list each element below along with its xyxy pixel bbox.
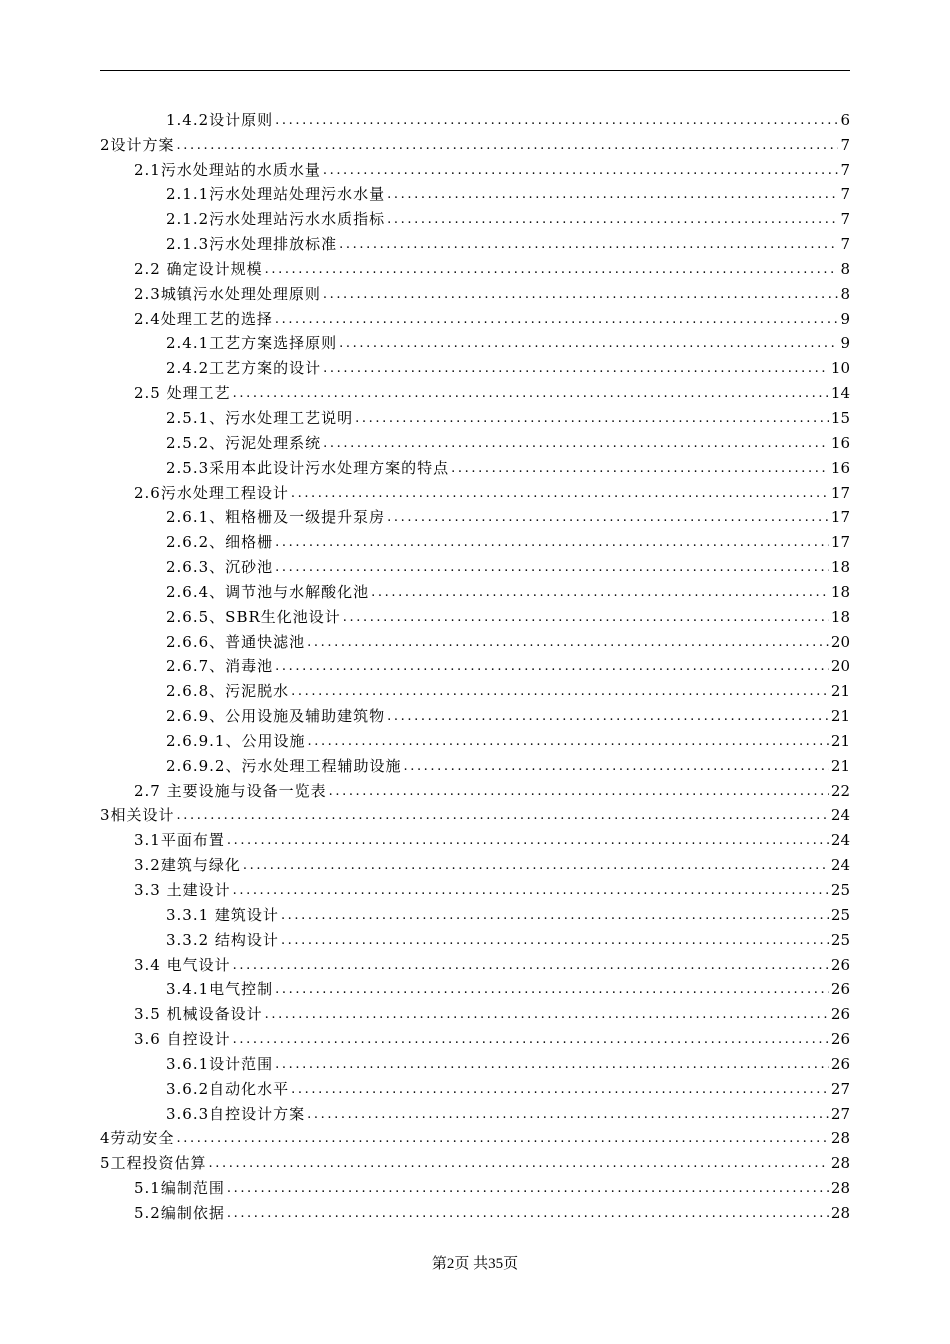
toc-dot-leader xyxy=(329,783,829,801)
toc-entry-page-number: 10 xyxy=(830,359,850,378)
toc-dot-leader xyxy=(291,1081,829,1099)
toc-dot-leader xyxy=(233,1031,829,1049)
toc-dot-leader xyxy=(323,360,829,378)
toc-entry[interactable] xyxy=(100,378,850,403)
toc-entry-title: 2.6.5、SBR生化池设计 xyxy=(166,607,341,626)
toc-entry-page-number: 24 xyxy=(830,856,850,875)
toc-entry[interactable] xyxy=(100,950,850,975)
toc-entry-title: 2.1.2污水处理站污水水质指标 xyxy=(166,210,386,229)
toc-dot-leader xyxy=(307,733,828,751)
toc-entry-title: 2.3城镇污水处理处理原则 xyxy=(134,284,321,303)
toc-entry-title: 2.2 确定设计规模 xyxy=(134,259,263,278)
toc-entry-title: 2.5.1、污水处理工艺说明 xyxy=(166,408,354,427)
toc-entry[interactable] xyxy=(100,403,850,428)
toc-entry[interactable] xyxy=(100,1198,850,1223)
toc-entry-title: 2.4.2工艺方案的设计 xyxy=(166,359,322,378)
toc-entry-page-number: 28 xyxy=(830,1129,850,1148)
toc-entry-title: 2.6.9.1、公用设施 xyxy=(166,731,306,750)
toc-entry[interactable] xyxy=(100,801,850,826)
toc-entry-page-number: 8 xyxy=(840,259,850,278)
toc-entry-title: 3.6.1设计范围 xyxy=(166,1054,274,1073)
toc-entry[interactable] xyxy=(100,353,850,378)
toc-entry-title: 3相关设计 xyxy=(100,806,175,825)
toc-entry-title: 2.6污水处理工程设计 xyxy=(134,483,289,502)
toc-entry-page-number: 21 xyxy=(830,707,850,726)
toc-entry[interactable] xyxy=(100,329,850,354)
toc-entry-page-number: 20 xyxy=(830,657,850,676)
toc-dot-leader xyxy=(451,460,829,478)
toc-entry-title: 3.6 自控设计 xyxy=(134,1030,231,1049)
toc-entry-page-number: 24 xyxy=(830,806,850,825)
toc-entry-page-number: 16 xyxy=(830,433,850,452)
toc-dot-leader xyxy=(371,584,829,602)
toc-dot-leader xyxy=(177,137,839,155)
toc-entry-title: 2.7 主要设施与设备一览表 xyxy=(134,781,327,800)
toc-entry-page-number: 9 xyxy=(840,334,850,353)
toc-entry-title: 2.1污水处理站的水质水量 xyxy=(134,160,321,179)
toc-dot-leader xyxy=(275,1056,829,1074)
toc-dot-leader xyxy=(275,981,829,999)
toc-dot-leader xyxy=(233,385,829,403)
toc-entry[interactable] xyxy=(100,229,850,254)
toc-entry[interactable] xyxy=(100,204,850,229)
toc-entry[interactable] xyxy=(100,726,850,751)
toc-dot-leader xyxy=(265,1006,829,1024)
toc-entry-page-number: 27 xyxy=(830,1079,850,1098)
toc-entry-title: 2.5 处理工艺 xyxy=(134,384,231,403)
toc-dot-leader xyxy=(291,485,829,503)
toc-entry-page-number: 18 xyxy=(830,582,850,601)
toc-entry-page-number: 25 xyxy=(830,930,850,949)
toc-entry[interactable] xyxy=(100,900,850,925)
toc-dot-leader xyxy=(323,286,839,304)
toc-entry-title: 2.1.1污水处理站处理污水水量 xyxy=(166,185,386,204)
toc-entry-title: 2.6.3、沉砂池 xyxy=(166,558,274,577)
toc-dot-leader xyxy=(281,907,829,925)
toc-entry-page-number: 17 xyxy=(830,483,850,502)
toc-entry-page-number: 26 xyxy=(830,955,850,974)
toc-entry-page-number: 7 xyxy=(840,235,850,254)
toc-dot-leader xyxy=(243,857,829,875)
toc-entry[interactable] xyxy=(100,180,850,205)
toc-entry[interactable] xyxy=(100,1049,850,1074)
toc-entry-title: 1.4.2设计原则 xyxy=(166,110,274,129)
toc-entry-title: 3.6.3自控设计方案 xyxy=(166,1104,306,1123)
toc-entry[interactable] xyxy=(100,155,850,180)
toc-entry-page-number: 8 xyxy=(840,284,850,303)
toc-entry[interactable] xyxy=(100,453,850,478)
toc-entry-title: 5.2编制依据 xyxy=(134,1203,225,1222)
toc-dot-leader xyxy=(355,410,829,428)
toc-entry-page-number: 24 xyxy=(830,831,850,850)
toc-entry[interactable] xyxy=(100,676,850,701)
toc-entry-page-number: 26 xyxy=(830,1005,850,1024)
toc-entry[interactable] xyxy=(100,850,850,875)
toc-entry[interactable] xyxy=(100,105,850,130)
toc-entry-title: 3.2建筑与绿化 xyxy=(134,856,241,875)
toc-entry[interactable] xyxy=(100,130,850,155)
toc-entry-page-number: 7 xyxy=(840,135,850,154)
toc-entry-title: 4劳动安全 xyxy=(100,1129,175,1148)
toc-dot-leader xyxy=(209,1155,829,1173)
toc-entry[interactable] xyxy=(100,1099,850,1124)
toc-entry[interactable] xyxy=(100,652,850,677)
toc-dot-leader xyxy=(387,186,838,204)
toc-entry[interactable] xyxy=(100,1148,850,1173)
toc-entry-title: 3.5 机械设备设计 xyxy=(134,1005,263,1024)
toc-dot-leader xyxy=(265,261,839,279)
toc-entry-page-number: 26 xyxy=(830,1030,850,1049)
toc-entry[interactable] xyxy=(100,999,850,1024)
toc-entry-title: 3.1平面布置 xyxy=(134,831,225,850)
toc-dot-leader xyxy=(339,236,838,254)
toc-dot-leader xyxy=(233,882,829,900)
toc-entry-title: 3.4 电气设计 xyxy=(134,955,231,974)
toc-entry-title: 2.4处理工艺的选择 xyxy=(134,309,273,328)
toc-entry[interactable] xyxy=(100,776,850,801)
toc-entry-page-number: 21 xyxy=(830,682,850,701)
toc-entry[interactable] xyxy=(100,701,850,726)
toc-entry-title: 2.6.7、消毒池 xyxy=(166,657,274,676)
toc-entry[interactable] xyxy=(100,1124,850,1149)
toc-entry[interactable] xyxy=(100,428,850,453)
toc-entry[interactable] xyxy=(100,1173,850,1198)
toc-entry-page-number: 20 xyxy=(830,632,850,651)
toc-entry[interactable] xyxy=(100,825,850,850)
toc-dot-leader xyxy=(291,683,829,701)
toc-dot-leader xyxy=(227,1180,829,1198)
toc-entry-page-number: 7 xyxy=(840,160,850,179)
toc-dot-leader xyxy=(387,211,838,229)
toc-dot-leader xyxy=(343,609,829,627)
toc-entry-title: 3.3 土建设计 xyxy=(134,881,231,899)
toc-entry[interactable] xyxy=(100,1074,850,1099)
toc-entry[interactable] xyxy=(100,1024,850,1049)
toc-dot-leader xyxy=(275,658,829,676)
toc-entry[interactable] xyxy=(100,875,850,900)
toc-entry-title: 2.1.3污水处理排放标准 xyxy=(166,235,338,254)
toc-entry-title: 2.5.3采用本此设计污水处理方案的特点 xyxy=(166,458,450,477)
toc-entry[interactable] xyxy=(100,527,850,552)
toc-entry-page-number: 6 xyxy=(840,110,850,129)
toc-entry-title: 2.6.4、调节池与水解酸化池 xyxy=(166,582,370,601)
toc-entry[interactable] xyxy=(100,751,850,776)
toc-dot-leader xyxy=(323,162,839,180)
toc-entry-title: 2.6.6、普通快滤池 xyxy=(166,632,306,651)
toc-entry-title: 5工程投资估算 xyxy=(100,1154,207,1173)
toc-entry[interactable] xyxy=(100,254,850,279)
toc-entry-page-number: 17 xyxy=(830,508,850,527)
toc-entry-page-number: 25 xyxy=(830,905,850,924)
toc-dot-leader xyxy=(307,634,829,652)
toc-entry-page-number: 18 xyxy=(830,607,850,626)
toc-entry-title: 3.3.2 结构设计 xyxy=(166,930,279,949)
toc-entry-page-number: 7 xyxy=(840,210,850,229)
toc-entry-page-number: 16 xyxy=(830,458,850,477)
toc-dot-leader xyxy=(275,112,838,130)
toc-dot-leader xyxy=(227,1205,829,1223)
toc-entry-title: 2.6.1、粗格栅及一级提升泵房 xyxy=(166,508,386,527)
toc-entry-page-number: 15 xyxy=(830,408,850,427)
toc-entry-page-number: 21 xyxy=(830,731,850,750)
toc-entry-page-number: 17 xyxy=(830,533,850,552)
toc-dot-leader xyxy=(177,1130,829,1148)
toc-entry-page-number: 27 xyxy=(830,1104,850,1123)
toc-dot-leader xyxy=(339,335,838,353)
toc-entry-title: 2设计方案 xyxy=(100,135,175,154)
toc-entry-page-number: 9 xyxy=(840,309,850,328)
toc-entry-page-number: 18 xyxy=(830,558,850,577)
toc-entry-title: 2.6.9.2、污水处理工程辅助设施 xyxy=(166,756,402,775)
toc-entry-page-number: 28 xyxy=(830,1203,850,1222)
toc-entry-title: 2.6.9、公用设施及辅助建筑物 xyxy=(166,707,386,726)
toc-entry[interactable] xyxy=(100,602,850,627)
toc-entry-page-number: 26 xyxy=(830,980,850,999)
page-number-footer: 第2页 共35页 xyxy=(431,1256,519,1272)
toc-dot-leader xyxy=(281,932,829,950)
toc-entry-page-number: 26 xyxy=(830,1054,850,1073)
toc-entry[interactable] xyxy=(100,503,850,528)
toc-entry[interactable] xyxy=(100,304,850,329)
toc-dot-leader xyxy=(177,807,829,825)
toc-dot-leader xyxy=(323,435,829,453)
toc-dot-leader xyxy=(275,311,839,329)
toc-entry-page-number: 22 xyxy=(830,781,850,800)
toc-entry-page-number: 28 xyxy=(830,1154,850,1173)
toc-entry[interactable] xyxy=(100,478,850,503)
toc-entry[interactable] xyxy=(100,975,850,1000)
toc-entry-page-number: 7 xyxy=(840,185,850,204)
header-rule xyxy=(100,70,850,71)
toc-entry-title: 2.6.2、细格栅 xyxy=(166,533,274,552)
toc-dot-leader xyxy=(387,708,829,726)
toc-entry-page-number: 25 xyxy=(830,881,850,899)
toc-entry[interactable] xyxy=(100,577,850,602)
toc-entry-title: 3.3.1 建筑设计 xyxy=(166,905,279,924)
toc-entry-page-number: 28 xyxy=(830,1179,850,1198)
toc-entry[interactable] xyxy=(100,552,850,577)
toc-entry[interactable] xyxy=(100,627,850,652)
toc-dot-leader xyxy=(387,509,829,527)
toc-entry[interactable] xyxy=(100,925,850,950)
toc-dot-leader xyxy=(275,559,829,577)
toc-entry-page-number: 21 xyxy=(830,756,850,775)
toc-entry-title: 2.6.8、污泥脱水 xyxy=(166,682,290,701)
toc-dot-leader xyxy=(227,832,829,850)
toc-entry-page-number: 14 xyxy=(830,384,850,403)
toc-entry-title: 3.6.2自动化水平 xyxy=(166,1079,290,1098)
toc-entry-title: 2.5.2、污泥处理系统 xyxy=(166,433,322,452)
toc-entry-title: 2.4.1工艺方案选择原则 xyxy=(166,334,338,353)
toc-entry-title: 5.1编制范围 xyxy=(134,1179,225,1198)
toc-dot-leader xyxy=(275,534,829,552)
toc-entry[interactable] xyxy=(100,279,850,304)
toc-dot-leader xyxy=(307,1106,829,1124)
toc-dot-leader xyxy=(233,957,829,975)
toc-dot-leader xyxy=(403,758,828,776)
toc-entry-title: 3.4.1电气控制 xyxy=(166,980,274,999)
table-of-contents xyxy=(100,105,850,1223)
